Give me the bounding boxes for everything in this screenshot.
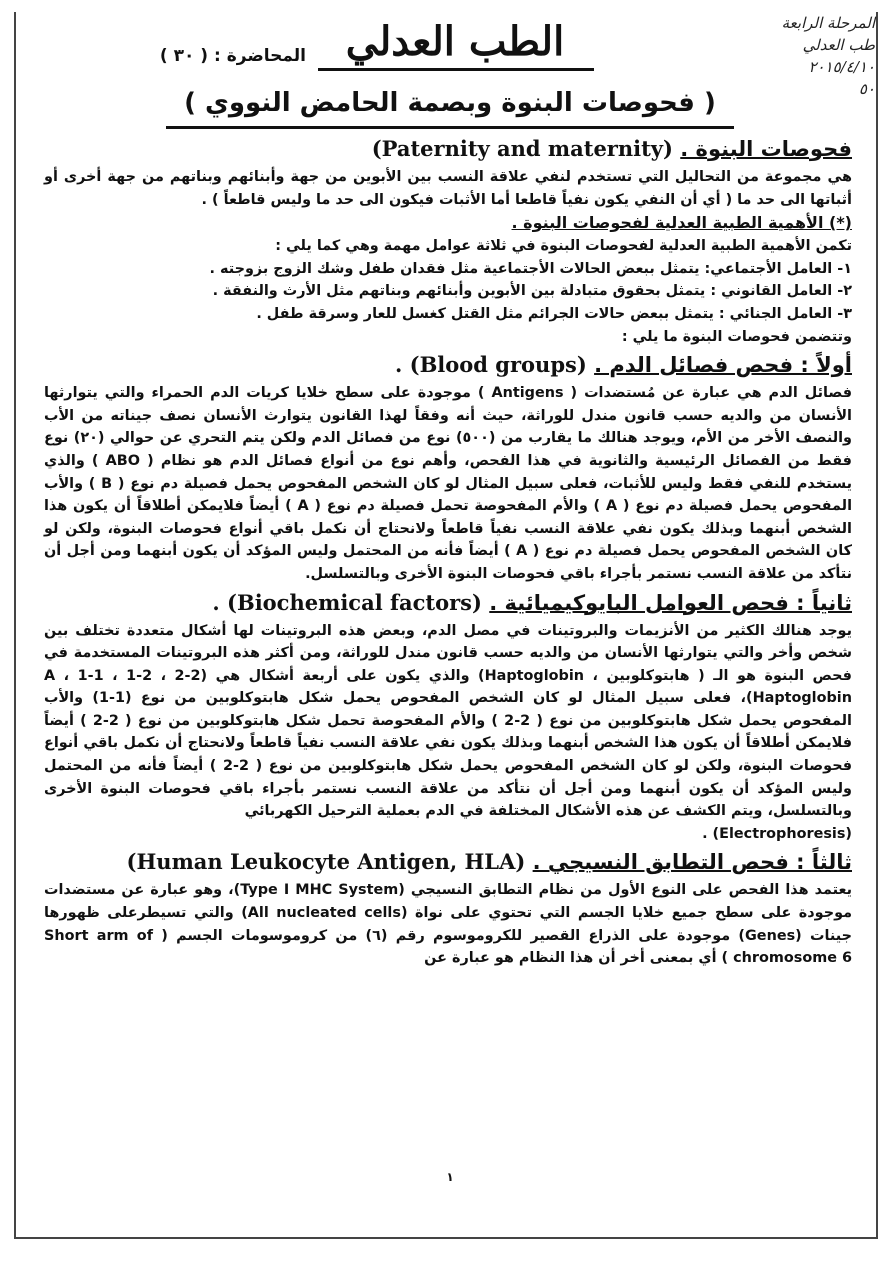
importance-heading [44, 211, 852, 235]
biochemical-body: يوجد هنالك الكثير من الأنزيمات والبروتينات في مصل الدم، وبعض هذه البروتينات لها أشكال متعددة تختلف بين شخص وأخر والتي يتوارثها الأنسان من والديه حسب قانون مندل للوراثة، ومن أكثر هذه البروتينات المستخدمة في فحص البنوة هو الـ ( هابتوكلوبين ، Haptoglobin) والذي يكون على أربعة أشكال هي (2-2 ، 2-1 ، 1-1 ، A Haptoglobin)، فعلى سبيل المثال لو كان الشخص المفحوص يحمل شكل هابتوكلوبين من نوع (1-1) والأب المفحوص يحمل شكل هابتوكلوبين من نوع ( 2-2 ) والأم المفحوصة تحمل شكل هابتوكلوبين من نوع ( 2-2 ) أيضاً فلايمكن أطلاقاً أن يكون هذا الشخص أبنهما وبذلك يكون نفي علاقة النسب نفياً قاطعاً ولانحتاج أن نكمل باقي أنواع فحوصات البنوة، ولكن لو كان الشخص المفحوص يحمل شكل هابتوكلوبين من نوع ( 2-2 ) أيضاً فأنه من المحتمل وليس المؤكد أن يكون أبنهما ومن أجل أن نتأكد من علاقة النسب نستمر بأجراء باقي فحوصات البنوة الأخرى وبالتسلسل، ويتم الكشف عن هذه الأشكال المختلفة في الدم بعملية الترحيل الكهربائي [44, 622, 852, 820]
factor-item: ٣- العامل الجنائي : يتمثل ببعض حالات الجرائم مثل القتل كغسل للعار وسرقة طفل . [256, 305, 852, 322]
title-underline [318, 68, 594, 71]
page-number: ١ [446, 1170, 454, 1184]
handwritten-line: ٢٠١٥/٤/١٠ [808, 58, 875, 76]
heading-arabic: ثالثاً : فحص التطابق النسيجي . [532, 850, 852, 875]
heading-arabic: أولاً : فحص فصائل الدم . [594, 353, 852, 378]
subtitle-underline [166, 126, 734, 129]
hla-body: يعتمد هذا الفحص على النوع الأول من نظام التطابق النسيجي (Type I MHC System)، وهو عبارة عن مستضدات موجودة على سطح جميع خلايا الجسم التي تحتوي على نواة (All nucleated cells) والتي تسيطرعلى ظهورها جينات (Genes) موجودة على الذراع القصير للكروموسوم رقم (٦) من كروموسومات الجسم ( Short arm of chromosome 6 ) أي بمعنى أخر أن هذا النظام هو عبارة عن [44, 882, 853, 967]
factor-item: ١- العامل الأجتماعي: يتمثل ببعض الحالات الأجتماعية مثل فقدان طفل وشك الزوج بزوجته . [209, 260, 852, 277]
heading-arabic: ثانياً : فحص العوامل البايوكيميائية . [489, 590, 852, 615]
blood-groups-body: فصائل الدم هي عبارة عن مُستضدات ( Antigens ) موجودة على سطح خلايا كريات الدم الحمراء والتي يتوارثها الأنسان من والديه حسب قانون مندل للوراثة، حيث أنه وفقاً لهذا القانون يتوارث الأنسان نصف جيناته من الأب والنصف الأخر من الأم، ويوجد هنالك ما يقارب من (٥٠٠) نوع من فصائل الدم ولكن يتم التحري عن حوالي (٢٠) نوع فقط من الفصائل الرئيسية والثانوية في هذا الفحص، وأهم نوع من أنواع فصائل الدم هو نظام ( ABO ) والذي يستخدم للنفي فقط وليس للأثبات، فعلى سبيل المثال لو كان الشخص المفحوص يحمل فصيلة دم نوع ( B ) والأب المفحوص يحمل فصيلة دم نوع ( A ) والأم المفحوصة تحمل فصيلة دم نوع ( A ) أيضاً فلايمكن أطلاقاً أن يكون هذا الشخص أبنهما وبذلك يكون نفي علاقة النسب نفياً قاطعاً ولانحتاج أن نكمل باقي أنواع فحوصات البنوة، ولكن لو كان الشخص المفحوص يحمل فصيلة دم نوع ( A ) أيضاً فأنه من المحتمل وليس المؤكد أن يكون أبنهما ومن أجل أن نتأكد من علاقة النسب نستمر بأجراء باقي فحوصات البنوة الأخرى وبالتسلسل. [44, 385, 853, 582]
heading-english: (Human Leukocyte Antigen, HLA) [126, 849, 526, 875]
document-body [44, 132, 852, 970]
biochemical-body-end: (Electrophoresis) . [702, 825, 852, 842]
lecture-number: المحاضرة : ( ٣٠ ) [159, 46, 306, 66]
handwritten-note [700, 12, 875, 100]
includes-line: وتتضمن فحوصات البنوة ما يلي : [621, 328, 852, 345]
importance-heading-text: (*) الأهمية الطبية العدلية لفحوصات البنوة . [511, 213, 852, 233]
importance-intro: تكمن الأهمية الطبية العدلية لفحوصات البنوة في ثلاثة عوامل مهمة وهي كما يلي : [275, 238, 852, 255]
factor-item: ٢- العامل القانوني : يتمثل بحقوق متبادلة بين الأبوين وأبنائهم وبناتهم مثل الأرث والنفقة . [212, 283, 852, 300]
handwritten-line: المرحلة الرابعة [781, 14, 875, 32]
heading-english: (Paternity and maternity) [371, 136, 673, 161]
heading-english: (Blood groups) . [395, 352, 587, 378]
page-title: الطب العدلي [345, 18, 565, 65]
handwritten-line: ٥٠ [858, 80, 875, 98]
section-heading-biochemical [44, 588, 852, 618]
page-subtitle: ( فحوصات البنوة وبصمة الحامض النووي ) [184, 88, 716, 118]
paternity-definition: هي مجموعة من التحاليل التي تستخدم لنفي علاقة النسب بين الأبوين من جهة وأبنائهم وبناتهم من جهة أخرى أو أثباتها الى حد ما ( أي أن النفي يكون نفياً قاطعا أما الأثبات فيكون الى حد ما وليس قاطعاً ) . [44, 169, 852, 208]
heading-arabic: فحوصات البنوة . [680, 137, 852, 161]
handwritten-line: طب العدلي [802, 36, 875, 54]
heading-english: (Biochemical factors) . [212, 589, 482, 615]
section-heading-paternity [44, 134, 852, 164]
section-heading-blood-groups [44, 350, 852, 380]
section-heading-hla [44, 847, 852, 877]
